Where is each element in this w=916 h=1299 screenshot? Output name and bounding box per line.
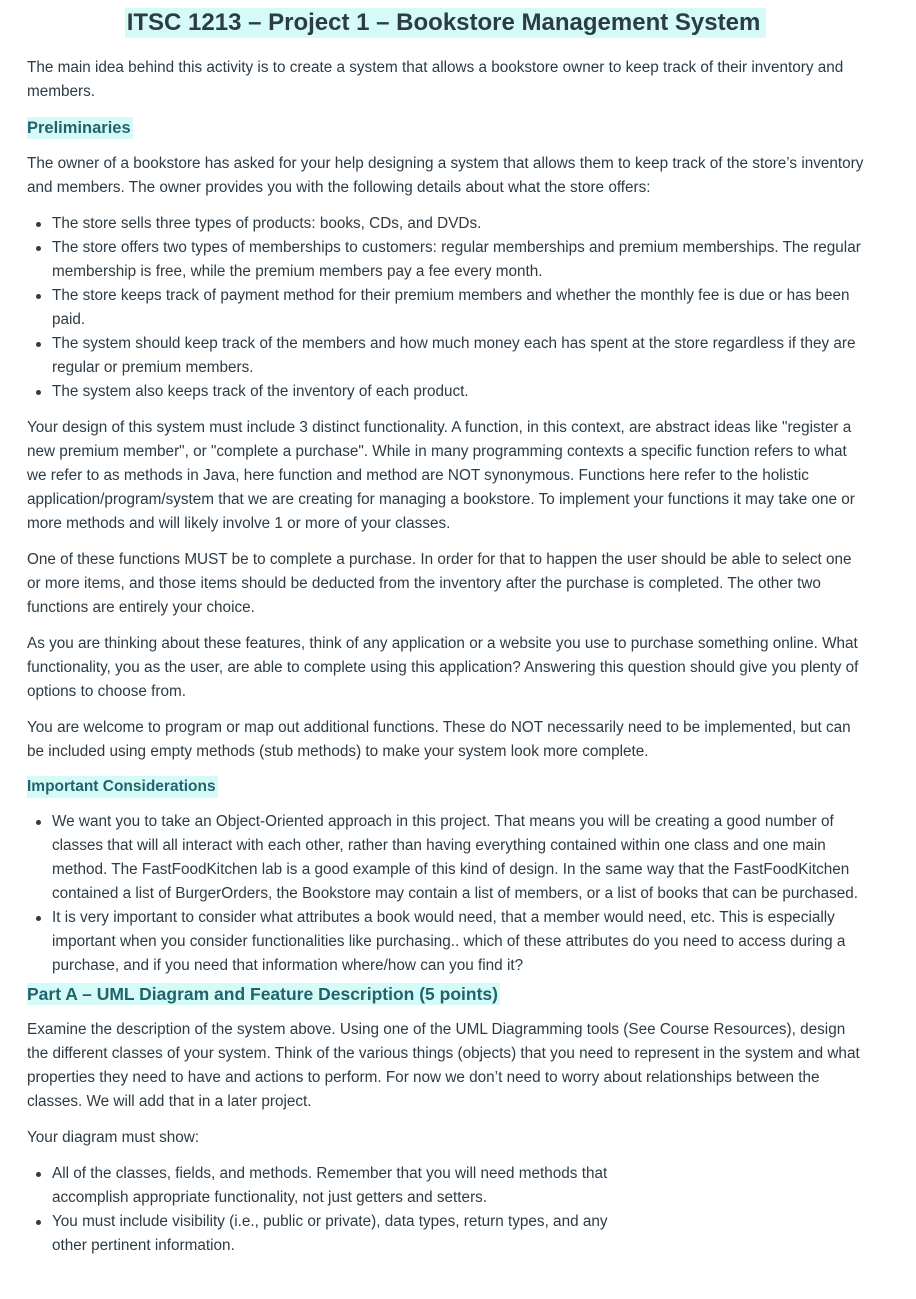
part-a-heading: Part A – UML Diagram and Feature Description (5 points) [27, 984, 498, 1004]
preliminaries-heading-wrap [27, 117, 864, 139]
preliminaries-paragraph: The owner of a bookstore has asked for your help designing a system that allows them to keep track of the store’s inventory and members. The owner provides you with the following details about what the store offers: [27, 155, 864, 196]
list-item: It is very important to consider what attributes a book would need, that a member would need, etc. This is especially important when you consider functionalities like purchasing.. which of these attributes do you need to access during a purchase, and if you need that information where/how can you find it? [52, 906, 864, 978]
considerations-list [27, 810, 864, 978]
considerations-heading-wrap [27, 776, 864, 798]
preliminaries-list [27, 212, 864, 404]
list-item: The store keeps track of payment method for their premium members and whether the monthly fee is due or has been paid. [52, 284, 864, 332]
list-item: You must include visibility (i.e., public or private), data types, return types, and any other pertinent information. [52, 1210, 637, 1258]
features-paragraph: As you are thinking about these features, think of any application or a website you use to purchase something online. What functionality, you as the user, are able to complete using this application? Answering this question should give you plenty of options to choose from. [27, 635, 859, 700]
list-item: The system also keeps track of the inventory of each product. [52, 380, 864, 404]
diagram-requirements-list [27, 1162, 864, 1258]
document-page [0, 8, 916, 1299]
part-a-heading-wrap [27, 983, 864, 1005]
preliminaries-heading: Preliminaries [27, 119, 131, 137]
considerations-heading: Important Considerations [27, 776, 218, 798]
list-item: We want you to take an Object-Oriented approach in this project. That means you will be creating a good number of classes that will all interact with each other, rather than having everything contained within one class and one main method. The FastFoodKitchen lab is a good example of this kind of design. In the same way that the FastFoodKitchen contained a list of BurgerOrders, the Bookstore may contain a list of members, or a list of books that can be purchased. [52, 810, 864, 906]
list-item: The store sells three types of products: books, CDs, and DVDs. [52, 212, 864, 236]
functionality-paragraph: Your design of this system must include 3 distinct functionality. A function, in this context, are abstract ideas like "register a new premium member", or "complete a purchase". While in many programming contexts a specific function refers to what we refer to as methods in Java, here function and method are NOT synonymous. Functions here refer to the holistic application/program/system that we are creating for managing a bookstore. To implement your functions it may take one or more methods and will likely involve 1 or more of your classes. [27, 419, 855, 532]
intro-paragraph: The main idea behind this activity is to create a system that allows a bookstore owner to keep track of their inventory and members. [27, 59, 844, 100]
list-item: The store offers two types of memberships to customers: regular memberships and premium memberships. The regular membership is free, while the premium members pay a fee every month. [52, 236, 864, 284]
diagram-lead: Your diagram must show: [27, 1129, 200, 1146]
document-title-wrap [27, 8, 864, 40]
document-title: ITSC 1213 – Project 1 – Bookstore Management System [125, 8, 767, 38]
part-a-paragraph: Examine the description of the system above. Using one of the UML Diagramming tools (See Course Resources), design the different classes of your system. Think of the various things (objects) that you need to represent in the system and what properties they need to have and actions to perform. For now we don’t need to worry about relationships between the classes. We will add that in a later project. [27, 1021, 860, 1110]
list-item: The system should keep track of the members and how much money each has spent at the store regardless if they are regular or premium members. [52, 332, 864, 380]
purchase-paragraph: One of these functions MUST be to complete a purchase. In order for that to happen the user should be able to select one or more items, and those items should be deducted from the inventory after the purchase is completed. The other two functions are entirely your choice. [27, 551, 852, 616]
list-item: All of the classes, fields, and methods. Remember that you will need methods that accomplish appropriate functionality, not just getters and setters. [52, 1162, 637, 1210]
additional-functions-paragraph: You are welcome to program or map out additional functions. These do NOT necessarily need to be implemented, but can be included using empty methods (stub methods) to make your system look more complete. [27, 719, 851, 760]
